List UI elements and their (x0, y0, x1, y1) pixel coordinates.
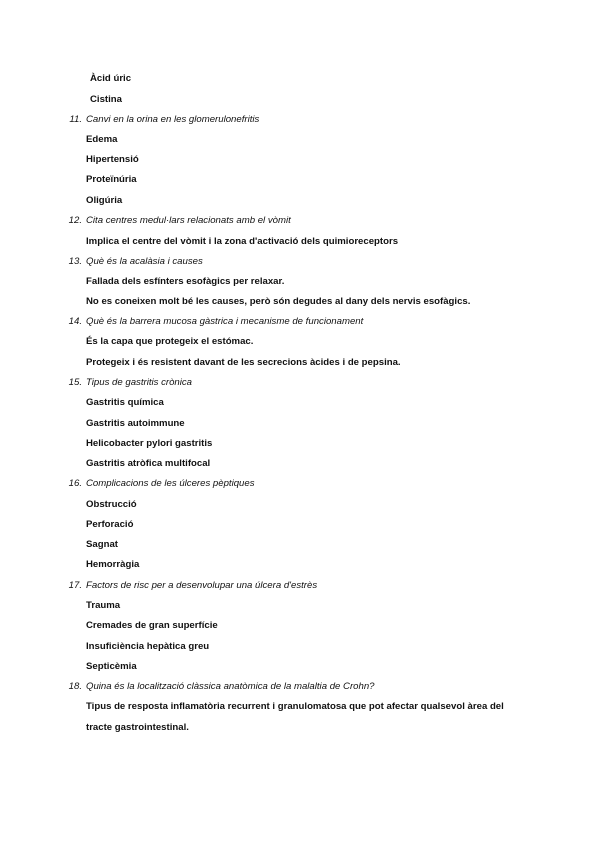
question-text: Què és la acalàsia i causes (86, 256, 203, 267)
question-number: 13. (68, 256, 82, 267)
question-text: Què és la barrera mucosa gàstrica i mecanisme de funcionament (86, 316, 364, 327)
answer-line: Implica el centre del vòmit i la zona d'activació dels quimioreceptors (86, 236, 399, 247)
question-number: 12. (68, 215, 82, 226)
answer-line: tracte gastrointestinal. (86, 722, 189, 733)
answer-line: Obstrucció (86, 499, 137, 510)
question-text: Complicacions de les úlceres pèptiques (86, 478, 255, 489)
answer-line: Cremades de gran superfície (86, 620, 218, 631)
answer-line: Septicèmia (86, 661, 137, 672)
question-text: Tipus de gastritis crònica (86, 377, 193, 388)
question-number: 14. (68, 316, 82, 327)
question-number: 16. (68, 478, 82, 489)
question-number: 17. (68, 580, 82, 591)
answer-line: Oligúria (86, 195, 123, 206)
answer-line: Insuficiència hepàtica greu (86, 641, 210, 652)
answer-line: Fallada dels esfínters esofàgics per relaxar. (86, 276, 285, 287)
question-number: 11. (69, 114, 82, 125)
top-answer: Cistina (90, 94, 122, 105)
answer-line: Gastritis química (86, 397, 164, 408)
answer-line: Protegeix i és resistent davant de les secrecions àcides i de pepsina. (86, 357, 401, 368)
answer-line: No es coneixen molt bé les causes, però són degudes al dany dels nervis esofàgics. (86, 296, 471, 307)
answer-line: Tipus de resposta inflamatòria recurrent i granulomatosa que pot afectar qualsevol àrea del (86, 701, 504, 712)
top-answer: Àcid úric (90, 73, 132, 84)
question-number: 15. (68, 377, 82, 388)
answer-line: És la capa que protegeix el estómac. (86, 336, 254, 347)
answer-line: Sagnat (86, 539, 118, 550)
question-text: Quina és la localització clàssica anatòmica de la malaltia de Crohn? (86, 681, 375, 692)
answer-line: Gastritis autoimmune (86, 418, 185, 429)
answer-line: Edema (86, 134, 118, 145)
answer-line: Gastritis atròfica multifocal (86, 458, 211, 469)
answer-line: Perforació (86, 519, 134, 530)
question-number: 18. (68, 681, 82, 692)
answer-line: Hipertensió (86, 154, 139, 165)
answer-line: Trauma (86, 600, 121, 611)
question-text: Canvi en la orina en les glomerulonefritis (86, 114, 260, 125)
answer-line: Helicobacter pylori gastritis (86, 438, 213, 449)
answer-line: Proteïnúria (86, 174, 137, 185)
question-text: Factors de risc per a desenvolupar una úlcera d'estrès (86, 580, 318, 591)
question-text: Cita centres medul·lars relacionats amb el vòmit (86, 215, 291, 226)
answer-line: Hemorràgia (86, 559, 140, 570)
